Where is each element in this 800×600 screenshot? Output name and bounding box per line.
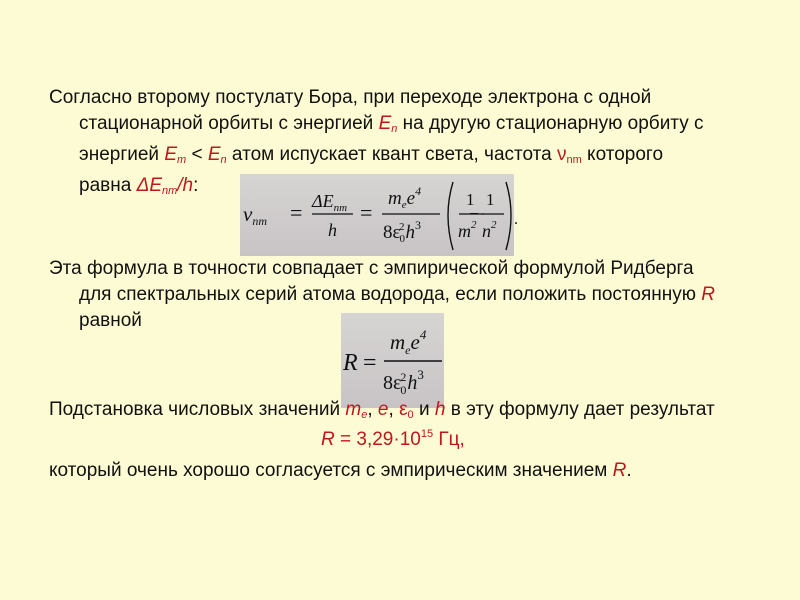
- right-paren: [506, 182, 511, 250]
- one-numerator: 1: [486, 190, 495, 209]
- r-symbol: R: [343, 350, 358, 376]
- energy-em: $E_m$: [164, 144, 187, 166]
- denominator-8e0h3: $8\varepsilon 02h^3$: [383, 367, 424, 397]
- equals-sign: =: [360, 200, 373, 225]
- numerator-me-e4: $m_ee^4$: [388, 184, 422, 211]
- text-line: равна $\Delta E_{nm}/h$:: [79, 175, 199, 197]
- equals-sign: =: [290, 200, 303, 225]
- text-line: для спектральных серий атома водорода, если положить постоянную R: [79, 284, 716, 305]
- formula-rydberg: [341, 313, 444, 408]
- paragraph-conclusion: который очень хорошо согласуется с эмпирическим значением R.: [49, 460, 632, 481]
- frequency-nu: $\nu_{nm}$: [557, 144, 582, 166]
- rydberg-r: R: [701, 284, 716, 305]
- rydberg-r: R: [612, 460, 627, 481]
- formula-frequency-tail: [470, 174, 522, 256]
- text-line: Согласно второму постулату Бора, при переходе электрона с одной: [49, 87, 652, 108]
- delta-e-over-h: $\Delta E_{nm}/h$: [136, 175, 194, 197]
- numerator-me-e4: $m_ee^4$: [390, 327, 427, 357]
- minus-sign: −: [470, 203, 480, 225]
- numerator-delta-e: $\Delta E_{nm}$: [312, 191, 348, 214]
- symbol-e: e: [377, 399, 389, 420]
- energy-en: $E_n$: [378, 113, 398, 135]
- energy-en-2: $E_n$: [207, 144, 227, 166]
- text-line: Эта формула в точности совпадает с эмпирической формулой Ридберга: [49, 258, 694, 279]
- denominator-h: h: [328, 220, 337, 240]
- text-line: равной: [79, 310, 142, 331]
- result-value: $R = 3,29\cdot 10^{15}$ Гц,: [321, 428, 465, 450]
- n-squared: $n^2$: [482, 219, 497, 241]
- m-squared: $m^2$: [458, 219, 477, 241]
- paragraph-substitution: Подстановка числовых значений $m_e$, e, $\varepsilon_0$ и h в эту формулу дает результат: [49, 399, 715, 421]
- left-paren: [448, 182, 453, 250]
- equals-sign: =: [363, 350, 377, 376]
- denominator-8e0h3: $8\varepsilon 02h^3$: [383, 218, 421, 245]
- text-line: энергией $E_m < E_n$ атом испускает квант света, частота $\nu_{nm}$ которого: [79, 144, 664, 166]
- one-numerator: 1: [466, 190, 475, 209]
- period: .: [514, 211, 518, 228]
- symbol-eps0: $\varepsilon_0$: [399, 399, 414, 421]
- symbol-me: $m_e$: [345, 399, 368, 421]
- nu-symbol: vnm: [243, 202, 267, 228]
- text-line: стационарной орбиты с энергией $E_n$ на другую стационарную орбиту с: [79, 113, 704, 135]
- symbol-h: h: [434, 399, 446, 420]
